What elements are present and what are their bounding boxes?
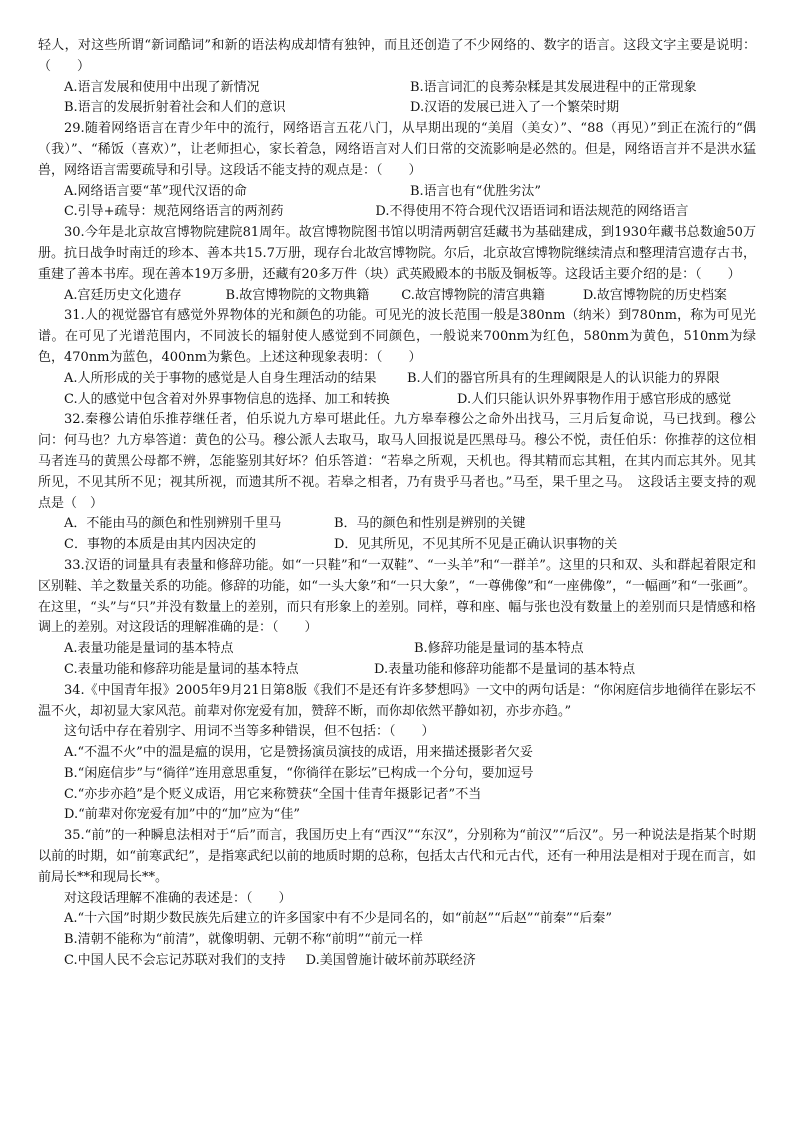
- q34-option-b: B.“闲庭信步”与“徜徉”连用意思重复，“你徜徉在影坛”已构成一个分句，要加逗号: [64, 765, 534, 781]
- q33-option-b: B.修辞功能是量词的基本特点: [414, 641, 584, 657]
- q35-option-a: A.“十六国”时期少数民族先后建立的许多国家中有不少是同名的，如“前赵”“后赵”“前秦”“后秦”: [64, 911, 612, 927]
- q34-option-a: A.“不温不火”中的温是瘟的误用，它是赞扬演员演技的成语，用来描述摄影者欠妥: [64, 745, 533, 761]
- q30-option-c: C.故宫博物院的清宫典籍: [401, 287, 545, 303]
- q28-options: [38, 78, 756, 120]
- q32-option-a: A．不能由马的颜色和性别辨别千里马: [64, 516, 282, 532]
- q35-question: 对这段话理解不准确的表述是：（ ）: [64, 890, 292, 906]
- q32-option-c: C．事物的本质是由其内因决定的: [64, 537, 256, 553]
- q35-option-c: C.中国人民不会忘记苏联对我们的支持: [64, 953, 286, 969]
- q29-option-d: D.不得使用不符合现代汉语语词和语法规范的网络语言: [375, 204, 689, 220]
- q31-options: [38, 369, 756, 411]
- q35-option-b: B.清朝不能称为“前清”，就像明朝、元朝不称“前明”“前元一样: [64, 932, 423, 948]
- q34-stem: 34.《中国青年报》2005年9月21日第8版《我们不是还有许多梦想吗》一文中的两句话是：“你闲庭信步地徜徉在影坛不温不火，却初显大家风范。前辈对你宠爱有加，赞辞不断，而你却依然平静如初，亦步亦趋。”: [38, 682, 756, 719]
- q28-option-d: D.汉语的发展已进入了一个繁荣时期: [410, 100, 620, 116]
- q30-option-a: A.宫廷历史文化遗存: [64, 287, 182, 303]
- q32-option-d: D．见其所见，不见其所不见是正确认识事物的关: [334, 537, 618, 553]
- q29-options: [38, 182, 756, 224]
- q33-option-d: D.表量功能和修辞功能都不是量词的基本特点: [374, 661, 636, 677]
- q33-option-c: C.表量功能和修辞功能是量词的基本特点: [64, 661, 299, 677]
- q35-options-cd: [38, 951, 756, 972]
- q32-stem: 32.秦穆公请伯乐推荐继任者，伯乐说九方皋可堪此任。九方皋奉穆公之命外出找马，三月后复命说，马已找到。穆公问：何马也？九方皋答道：黄色的公马。穆公派人去取马，取马人回报说是匹黑母马。穆公不悦，责任伯乐：你推荐的这位相马者连马的黄黑公母都不辨，怎能鉴别其好坏？伯乐答道：“若皋之所观，天机也。得其精而忘其粗，在其内而忘其外。见其所见，不见其所不见；视其所视，而遗其所不视。若皋之相者，乃有贵乎马者也。”马至，果千里之马。 这段话主要支持的观点是（ ）: [38, 412, 756, 511]
- q34-question: 这句话中存在着别字、用词不当等多种错误，但不包括：（ ）: [64, 724, 435, 740]
- q28-option-b: B.语言词汇的良莠杂糅是其发展进程中的正常现象: [410, 79, 697, 95]
- q34-option-c: C.“亦步亦趋”是个贬义成语，用它来称赞获“全国十佳青年摄影记者”不当: [64, 786, 482, 802]
- q30-option-d: D.故宫博物院的历史档案: [582, 287, 727, 303]
- q35-option-d: D.美国曾施计破坏前苏联经济: [305, 953, 476, 969]
- q29-option-b: B.语言也有“优胜劣汰”: [410, 183, 541, 199]
- q31-option-d: D.人们只能认识外界事物作用于感官形成的感觉: [457, 391, 732, 407]
- q29-stem: 29.随着网络语言在青少年中的流行，网络语言五花八门，从早期出现的“美眉（美女）”、“88（再见）”到正在流行的“偶（我）”、“稀饭（喜欢）”，让老师担心，家长着急，网络语言对人们日常的交流影响是必然的。但是，网络语言并不是洪水猛兽，网络语言需要疏导和引导。这段话不能支持的观点是：（ ）: [38, 121, 756, 178]
- q30-option-b: B.故宫博物院的文物典籍: [225, 287, 370, 303]
- q33-option-a: A.表量功能是量词的基本特点: [64, 641, 234, 657]
- q29-option-a: A.网络语言要“革”现代汉语的命: [64, 183, 247, 199]
- q30-options: [38, 286, 756, 307]
- exam-page: [38, 36, 756, 972]
- q35-stem: 35.“前”的一种瞬息法相对于“后”而言，我国历史上有“西汉”“东汉”，分别称为“前汉”“后汉”。另一种说法是指某个时期以前的时期，如“前寒武纪”，是指寒武纪以前的地质时期的总称，包括太古代和元古代，还有一种用法是相对于现在而言，如前局长**和现局长**。: [38, 828, 756, 885]
- q33-stem: 33.汉语的词量具有表量和修辞功能。如“一只鞋”和“一双鞋”、“一头羊”和“一群羊”。这里的只和双、头和群起着限定和区别鞋、羊之数量关系的功能。修辞的功能，如“一头大象”和“一只大象”，“一尊佛像”和“一座佛像”，“一幅画”和“一张画”。在这里，“头”与“只”并没有数量上的差别，而只有形象上的差别。同样，尊和座、幅与张也没有数量上的差别而只是情感和格调上的差别。对这段话的理解准确的是：（ ）: [38, 557, 756, 636]
- q32-option-b: B．马的颜色和性别是辨别的关键: [334, 516, 526, 532]
- q29-option-c: C.引导+疏导：规范网络语言的两剂药: [64, 204, 284, 220]
- q31-option-b: B.人们的器官所具有的生理阈限是人的认识能力的界限: [407, 370, 720, 386]
- q34-option-d: D.“前辈对你宠爱有加”中的“加”应为“佳”: [64, 807, 300, 823]
- q31-stem: 31.人的视觉器官有感觉外界物体的光和颜色的功能。可见光的波长范围一般是380nm（纳米）到780nm，称为可见光谱。在可见了光谱范围内，不同波长的辐射使人感觉到不同颜色，一般说来700nm为红色，580nm为黄色，510nm为绿色，470nm为蓝色，400nm为紫色。上述这种现象表明：（ ）: [38, 308, 756, 365]
- q32-options: [38, 514, 756, 556]
- q28-option-c: B.语言的发展折射着社会和人们的意识: [64, 100, 286, 116]
- q28-stem-continued: 轻人，对这些所谓“新词酷词”和新的语法构成却情有独钟，而且还创造了不少网络的、数字的语言。这段文字主要是说明：（ ）: [38, 38, 756, 74]
- q31-option-c: C.人的感觉中包含着对外界事物信息的选择、加工和转换: [64, 391, 390, 407]
- q31-option-a: A.人所形成的关于事物的感觉是人自身生理活动的结果: [64, 370, 377, 386]
- q33-options: [38, 639, 756, 681]
- q28-option-a: A.语言发展和使用中出现了新情况: [64, 79, 260, 95]
- q30-stem: 30.今年是北京故宫博物院建院81周年。故宫博物院图书馆以明清两朝宫廷藏书为基础建成，到1930年藏书总数逾50万册。抗日战争时南迁的珍本、善本共15.7万册，现存台北故宫博物院。尔后，北京故宫博物院继续清点和整理清宫遗存古书，重建了善本书库。现在善本19万多册，还藏有20多万件（块）武英殿殿本的书版及铜板等。这段话主要介绍的是：（ ）: [38, 225, 756, 282]
